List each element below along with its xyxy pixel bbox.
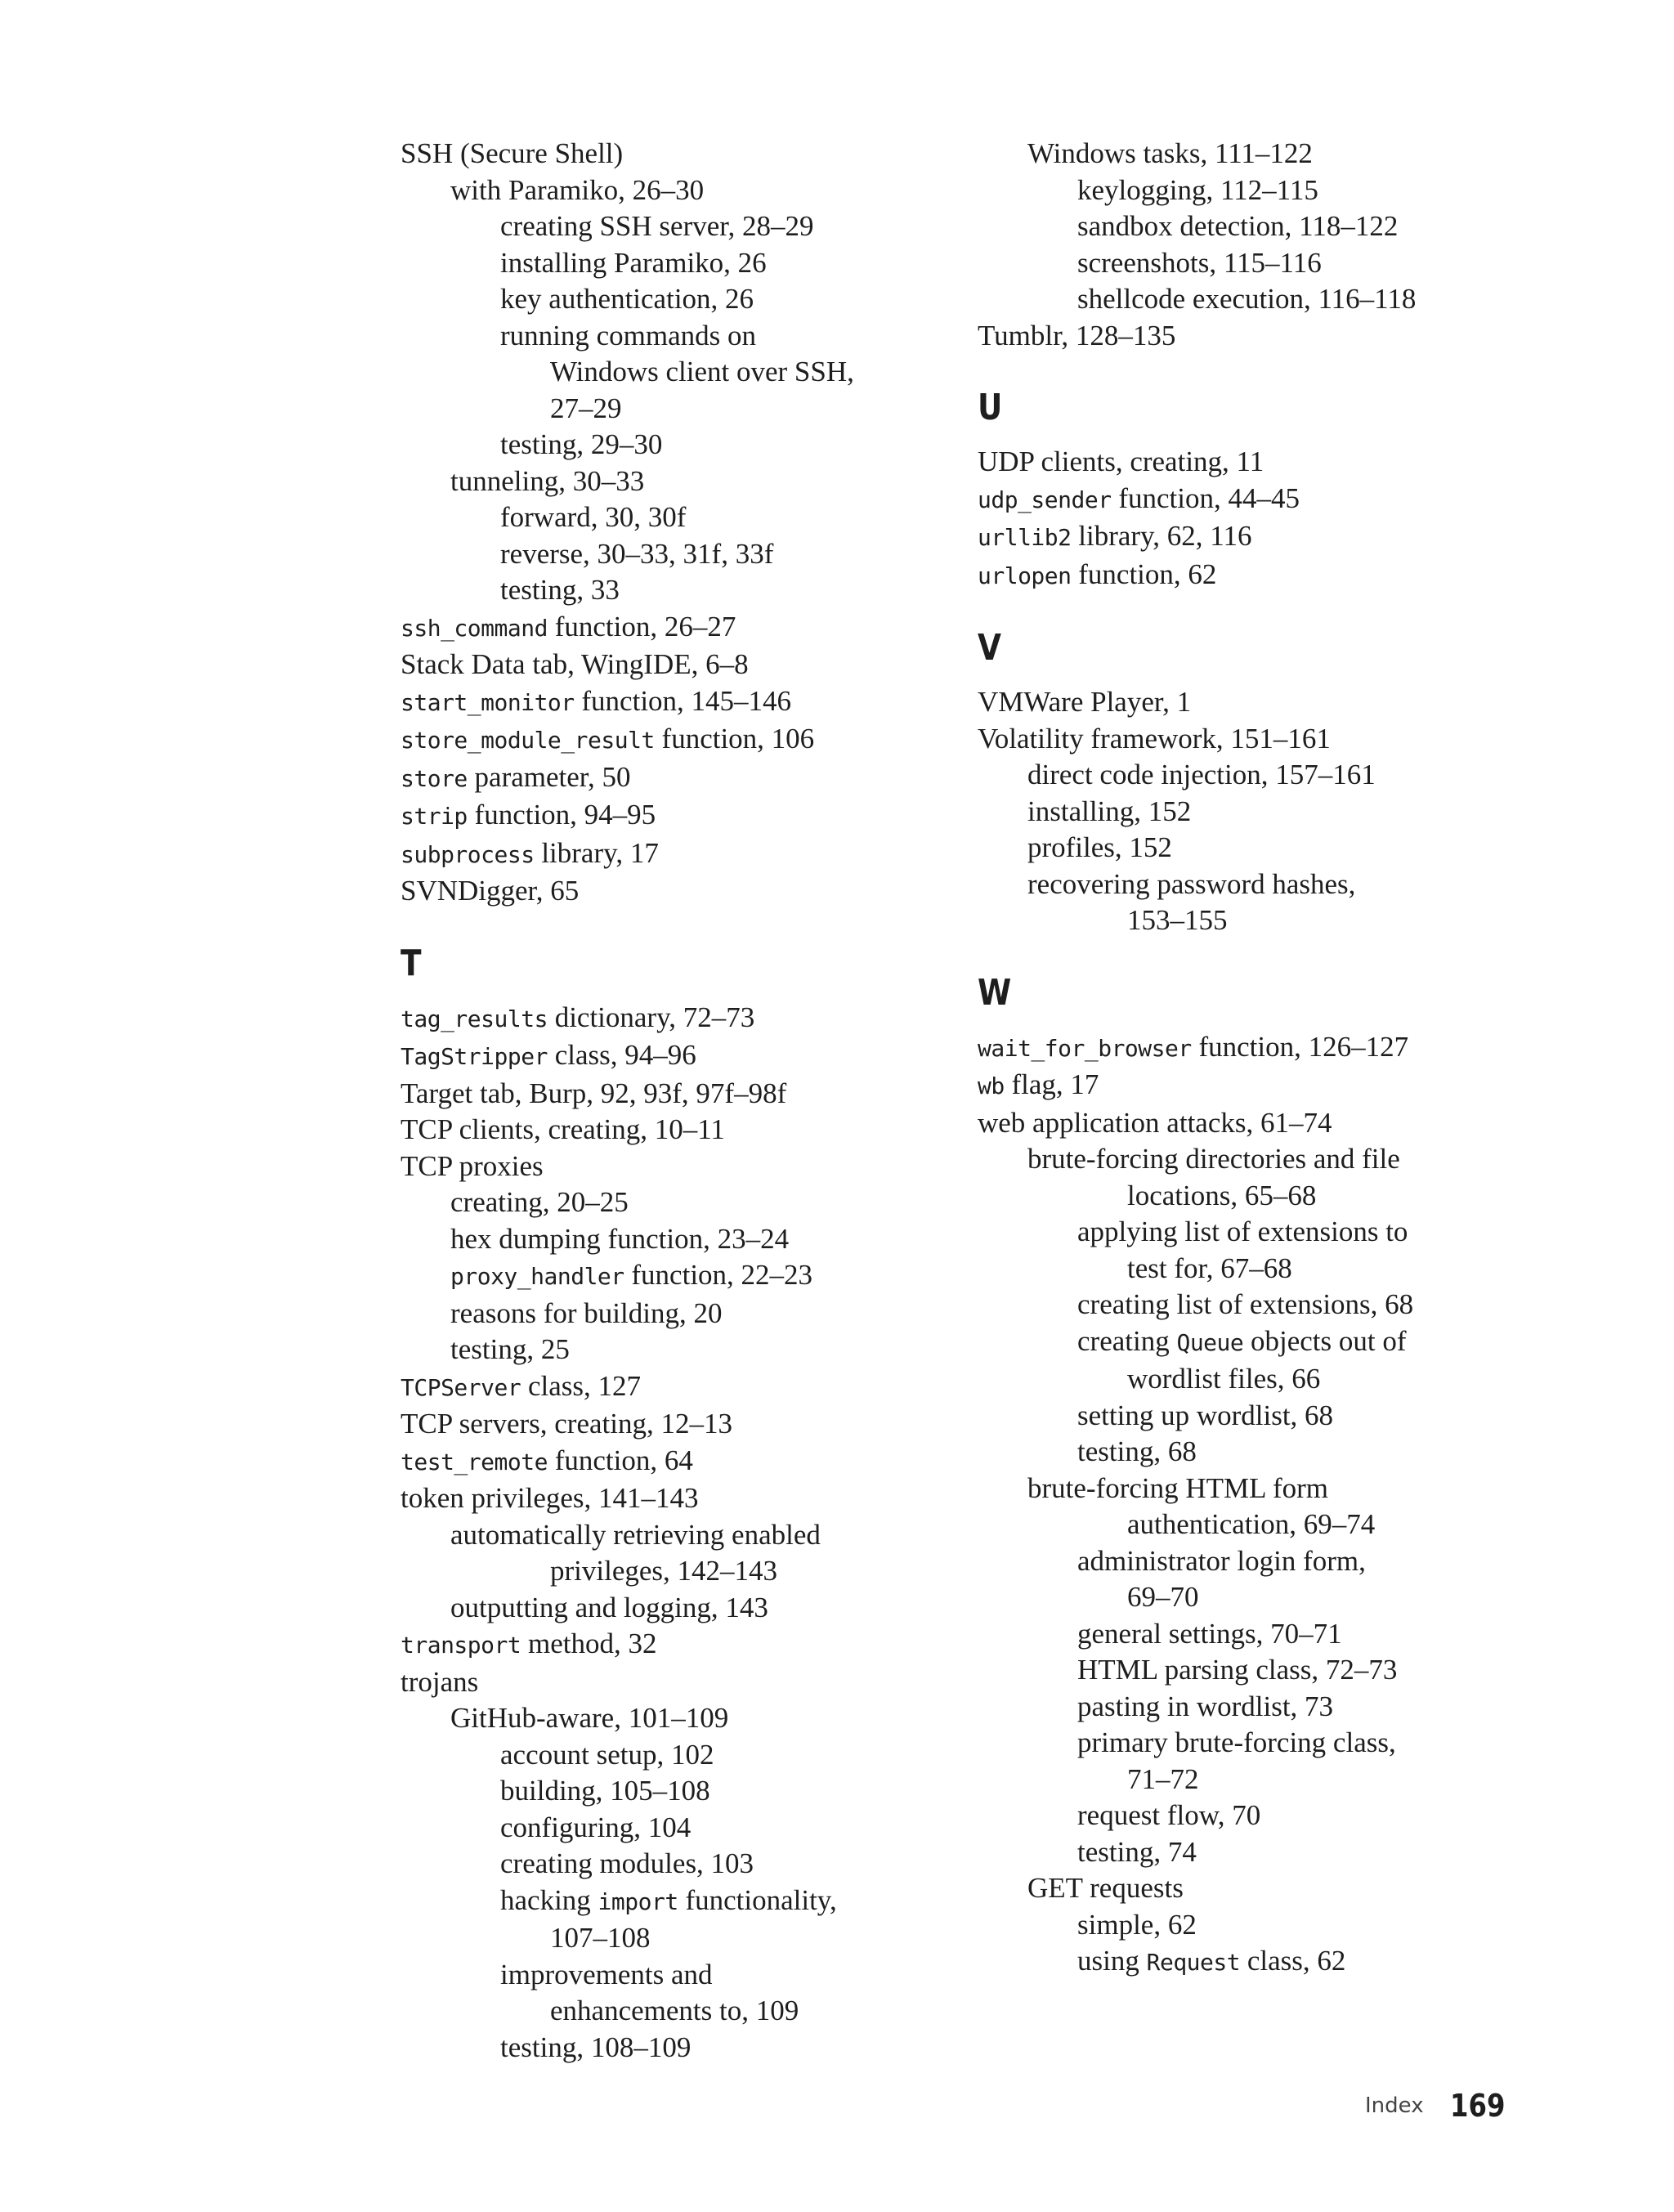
index-entry: [978, 318, 1501, 355]
entry-text: parameter, 50: [467, 760, 631, 793]
entry-text: 69–70: [1127, 1581, 1199, 1613]
index-subentry: [401, 245, 907, 282]
section-letter-heading: U: [978, 387, 1003, 428]
index-entry: [401, 1149, 907, 1185]
page-number: 169: [1449, 2088, 1506, 2124]
index-subentry: [401, 1773, 907, 1810]
entry-text: hex dumping function, 23–24: [450, 1222, 790, 1255]
entry-text: function, 64: [547, 1444, 693, 1476]
code-term: strip: [401, 803, 468, 830]
entry-text: library, 62, 116: [1071, 520, 1252, 552]
entry-text: sandbox detection, 118–122: [1077, 210, 1399, 242]
entry-text: forward, 30, 30f: [500, 501, 687, 533]
index-subentry: [978, 136, 1501, 172]
index-entry: [401, 136, 907, 172]
entry-text: account setup, 102: [500, 1738, 714, 1771]
entry-text: 71–72: [1127, 1762, 1199, 1795]
entry-text: shellcode execution, 116–118: [1077, 283, 1417, 315]
index-subentry: [401, 1737, 907, 1774]
entry-text: configuring, 104: [500, 1811, 692, 1843]
entry-text: test for, 67–68: [1127, 1252, 1292, 1284]
index-subentry: [401, 1296, 907, 1332]
index-subentry: [978, 1361, 1501, 1398]
index-subentry: [401, 2030, 907, 2066]
index-subentry: [401, 172, 907, 209]
index-subentry: [401, 1257, 907, 1296]
code-term: Request: [1146, 1949, 1241, 1976]
entry-text: HTML parsing class, 72–73: [1077, 1654, 1398, 1686]
index-subentry: [401, 1920, 907, 1957]
index-entry: [401, 1037, 907, 1076]
index-entry: [401, 1626, 907, 1664]
entry-text: testing, 25: [450, 1333, 570, 1365]
entry-text: TCP servers, creating, 12–13: [401, 1408, 732, 1440]
entry-text: brute-forcing directories and file: [1027, 1143, 1400, 1175]
entry-text: screenshots, 115–116: [1077, 246, 1322, 279]
code-term: subprocess: [401, 840, 535, 868]
index-subentry: [978, 208, 1501, 245]
index-entry: [401, 1443, 907, 1481]
entry-text: locations, 65–68: [1127, 1179, 1317, 1211]
code-term: TagStripper: [401, 1043, 548, 1070]
index-entry: [401, 683, 907, 722]
entry-text: running commands on: [500, 319, 757, 352]
entry-text: creating modules, 103: [500, 1847, 754, 1879]
index-subentry: [978, 245, 1501, 282]
code-term: wait_for_browser: [978, 1034, 1192, 1062]
entry-text: function, 106: [654, 723, 815, 754]
index-subentry: [978, 1652, 1501, 1689]
index-subentry: [978, 1579, 1501, 1616]
entry-text: tunneling, 30–33: [450, 464, 645, 497]
index-subentry: [978, 1471, 1501, 1507]
index-subentry: [978, 757, 1501, 794]
section-letter-heading: V: [978, 627, 1001, 669]
index-subentry: [978, 281, 1501, 318]
code-term: urlopen: [978, 562, 1072, 589]
index-entry: [401, 609, 907, 647]
entry-text: token privileges, 141–143: [401, 1482, 699, 1514]
index-entry: [401, 835, 907, 874]
index-subentry: [401, 1184, 907, 1221]
index-subentry: [978, 1798, 1501, 1834]
entry-text: Target tab, Burp, 92, 93f, 97f–98f: [401, 1077, 787, 1109]
entry-text: objects out of: [1243, 1324, 1407, 1357]
index-subentry: [978, 902, 1501, 939]
code-term: import: [598, 1887, 678, 1915]
entry-text: setting up wordlist, 68: [1077, 1399, 1334, 1431]
index-subentry: [978, 1214, 1501, 1251]
index-entry: [978, 557, 1501, 595]
entry-text: Windows tasks, 111–122: [1027, 137, 1313, 169]
index-subentry: [978, 1762, 1501, 1798]
entry-text: flag, 17: [1004, 1068, 1099, 1100]
code-term: urllib2: [978, 524, 1072, 551]
index-subentry: [978, 1507, 1501, 1543]
index-subentry: [401, 572, 907, 609]
index-subentry: [401, 1883, 907, 1921]
code-term: store_module_result: [401, 727, 655, 754]
entry-text: installing Paramiko, 26: [500, 246, 767, 279]
entry-text: enhancements to, 109: [550, 1995, 799, 2026]
index-subentry: [978, 1141, 1501, 1178]
index-subentry: [978, 1689, 1501, 1726]
entry-text: VMWare Player, 1: [978, 686, 1192, 718]
entry-text: Volatility framework, 151–161: [978, 722, 1331, 754]
index-subentry: [401, 354, 907, 391]
entry-text: testing, 68: [1077, 1435, 1197, 1467]
entry-text: function, 22–23: [624, 1259, 813, 1291]
entry-text: recovering password hashes,: [1027, 867, 1356, 900]
entry-text: method, 32: [521, 1628, 657, 1659]
entry-text: functionality,: [678, 1883, 837, 1916]
entry-text: function, 94–95: [467, 799, 656, 831]
index-entry: [401, 1000, 907, 1038]
index-entry: [978, 444, 1501, 481]
entry-text: pasting in wordlist, 73: [1077, 1690, 1334, 1722]
entry-text: 107–108: [550, 1922, 651, 1954]
entry-text: simple, 62: [1077, 1908, 1197, 1941]
entry-text: function, 44–45: [1111, 481, 1300, 514]
index-entry: [401, 759, 907, 798]
code-term: TCPServer: [401, 1373, 521, 1401]
entry-text: class, 94–96: [547, 1039, 696, 1071]
entry-text: installing, 152: [1027, 795, 1192, 827]
code-term: tag_results: [401, 1005, 548, 1032]
entry-text: Windows client over SSH,: [550, 356, 854, 387]
index-subentry: [978, 1178, 1501, 1215]
index-subentry: [978, 1323, 1501, 1362]
index-entry: [401, 647, 907, 683]
index-subentry: [978, 172, 1501, 209]
entry-text: profiles, 152: [1027, 831, 1172, 863]
entry-text: keylogging, 112–115: [1077, 173, 1318, 206]
entry-text: creating: [1077, 1324, 1177, 1357]
entry-text: TCP clients, creating, 10–11: [401, 1113, 725, 1145]
index-subentry: [401, 499, 907, 536]
entry-text: creating SSH server, 28–29: [500, 210, 814, 242]
entry-text: Stack Data tab, WingIDE, 6–8: [401, 648, 749, 680]
code-term: store: [401, 764, 468, 792]
code-term: proxy_handler: [450, 1263, 624, 1290]
entry-text: direct code injection, 157–161: [1027, 759, 1376, 790]
entry-text: reasons for building, 20: [450, 1296, 723, 1329]
section-letter-heading: T: [401, 942, 422, 984]
entry-text: testing, 108–109: [500, 2031, 692, 2063]
entry-text: web application attacks, 61–74: [978, 1106, 1332, 1139]
index-subentry: [401, 1590, 907, 1627]
entry-text: testing, 33: [500, 574, 620, 606]
entry-text: authentication, 69–74: [1127, 1508, 1376, 1540]
index-entry: [401, 1480, 907, 1517]
entry-text: general settings, 70–71: [1077, 1617, 1342, 1650]
entry-text: primary brute-forcing class,: [1077, 1726, 1396, 1758]
entry-text: class, 127: [521, 1369, 642, 1402]
index-column-right: [978, 136, 1501, 1981]
index-subentry: [401, 208, 907, 245]
entry-text: dictionary, 72–73: [547, 1001, 755, 1033]
entry-text: testing, 74: [1077, 1835, 1197, 1868]
entry-text: request flow, 70: [1077, 1799, 1261, 1831]
index-subentry: [401, 1993, 907, 2030]
index-subentry: [978, 1616, 1501, 1653]
index-subentry: [401, 1700, 907, 1737]
index-entry: [401, 797, 907, 835]
entry-text: class, 62: [1240, 1945, 1346, 1977]
index-subentry: [978, 1251, 1501, 1287]
entry-text: SSH (Secure Shell): [401, 137, 624, 169]
index-subentry: [401, 1957, 907, 1994]
index-subentry: [978, 1725, 1501, 1762]
code-term: wb: [978, 1072, 1005, 1099]
entry-text: function, 126–127: [1191, 1030, 1409, 1063]
index-subentry: [401, 536, 907, 573]
index-subentry: [978, 1834, 1501, 1871]
index-entry: [978, 481, 1501, 519]
index-entry: [401, 1664, 907, 1701]
code-term: udp_sender: [978, 486, 1112, 513]
index-entry: [401, 1406, 907, 1443]
code-term: start_monitor: [401, 688, 575, 716]
index-subentry: [978, 1907, 1501, 1944]
index-subentry: [401, 391, 907, 428]
index-entry: [401, 1368, 907, 1407]
entry-text: function, 62: [1071, 557, 1217, 590]
index-subentry: [978, 866, 1501, 903]
index-subentry: [978, 1287, 1501, 1323]
index-entry: [978, 1105, 1501, 1142]
code-term: ssh_command: [401, 614, 548, 642]
index-column-left: [401, 136, 907, 2066]
code-term: Queue: [1176, 1328, 1244, 1356]
index-subentry: [401, 463, 907, 500]
entry-text: creating, 20–25: [450, 1186, 629, 1218]
index-subentry: [978, 830, 1501, 866]
entry-text: trojans: [401, 1665, 479, 1698]
footer-section-label: Index: [1365, 2093, 1424, 2118]
entry-text: function, 145–146: [574, 684, 792, 717]
index-subentry: [401, 1846, 907, 1883]
index-entry: [978, 684, 1501, 721]
entry-text: improvements and: [500, 1958, 713, 1990]
index-entry: [401, 1112, 907, 1149]
index-subentry: [401, 1517, 907, 1554]
index-entry: [978, 1067, 1501, 1105]
index-entry: [401, 873, 907, 910]
index-subentry: [978, 1543, 1501, 1580]
entry-text: with Paramiko, 26–30: [450, 173, 705, 206]
index-subentry: [978, 1870, 1501, 1907]
code-term: test_remote: [401, 1448, 548, 1475]
index-subentry: [401, 318, 907, 355]
entry-text: applying list of extensions to: [1077, 1216, 1408, 1247]
code-term: transport: [401, 1632, 521, 1659]
index-entry: [401, 1076, 907, 1113]
index-subentry: [401, 1810, 907, 1847]
index-subentry: [978, 1943, 1501, 1981]
index-subentry: [978, 1398, 1501, 1435]
entry-text: UDP clients, creating, 11: [978, 446, 1264, 477]
entry-text: automatically retrieving enabled: [450, 1518, 821, 1551]
index-subentry: [978, 794, 1501, 831]
entry-text: using: [1077, 1945, 1147, 1977]
index-subentry: [401, 1221, 907, 1258]
entry-text: Tumblr, 128–135: [978, 319, 1176, 352]
entry-text: TCP proxies: [401, 1149, 544, 1182]
entry-text: wordlist files, 66: [1127, 1363, 1321, 1395]
index-entry: [401, 721, 907, 759]
index-entry: [978, 1029, 1501, 1068]
entry-text: testing, 29–30: [500, 428, 663, 460]
entry-text: privileges, 142–143: [550, 1555, 778, 1587]
index-entry: [978, 721, 1501, 758]
entry-text: creating list of extensions, 68: [1077, 1288, 1414, 1320]
page-footer: [1365, 2088, 1515, 2129]
index-subentry: [401, 281, 907, 318]
entry-text: GET requests: [1027, 1872, 1184, 1904]
entry-text: 153–155: [1127, 904, 1228, 936]
entry-text: library, 17: [534, 836, 659, 869]
entry-text: administrator login form,: [1077, 1544, 1366, 1577]
index-subentry: [401, 1553, 907, 1590]
entry-text: outputting and logging, 143: [450, 1591, 768, 1623]
entry-text: hacking: [500, 1883, 598, 1916]
entry-text: reverse, 30–33, 31f, 33f: [500, 537, 774, 570]
entry-text: GitHub-aware, 101–109: [450, 1702, 729, 1734]
entry-text: 27–29: [550, 392, 622, 424]
index-subentry: [978, 1434, 1501, 1471]
section-letter-heading: W: [978, 971, 1012, 1014]
entry-text: key authentication, 26: [500, 283, 754, 315]
entry-text: function, 26–27: [547, 610, 736, 643]
entry-text: brute-forcing HTML form: [1027, 1471, 1329, 1504]
index-entry: [978, 518, 1501, 557]
entry-text: SVNDigger, 65: [401, 875, 580, 907]
index-subentry: [401, 427, 907, 463]
entry-text: building, 105–108: [500, 1775, 710, 1807]
index-subentry: [401, 1332, 907, 1368]
